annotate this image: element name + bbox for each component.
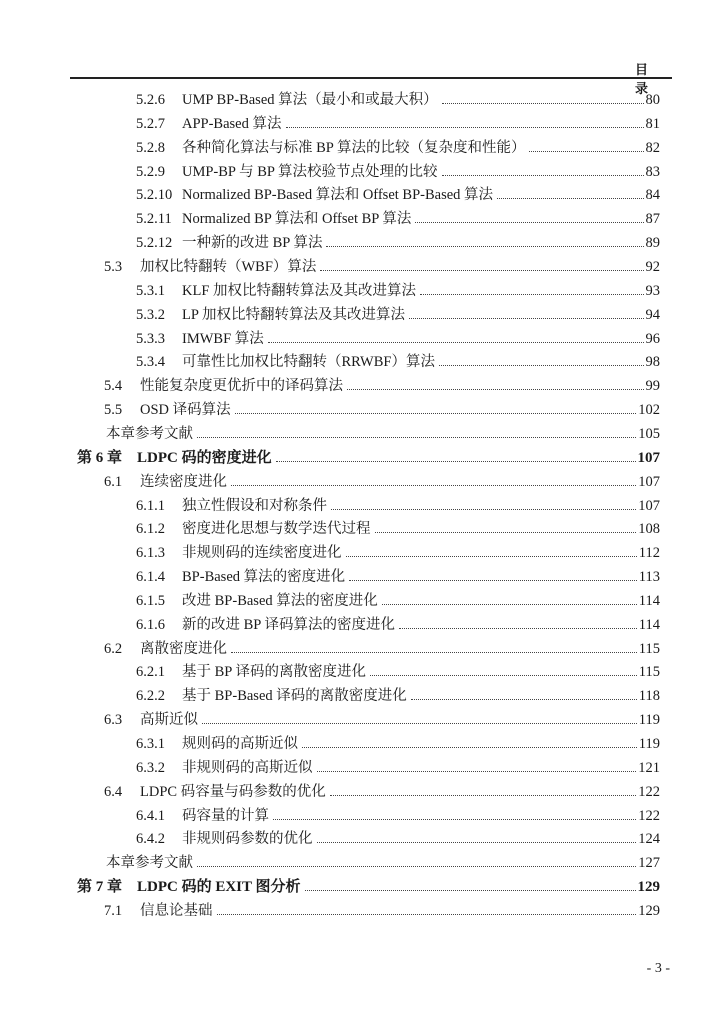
toc-entry-number: 6.1.1	[136, 497, 165, 514]
toc-entry-title: 规则码的高斯近似	[182, 736, 298, 752]
toc-entry-title: UMP BP-Based 算法（最小和或最大积）	[182, 92, 438, 108]
toc-entry-number: 5.2.11	[136, 211, 172, 228]
toc-entry-page: 107	[638, 473, 660, 490]
toc-entry-page: 83	[645, 163, 660, 180]
toc-entry-page: 94	[645, 306, 660, 323]
dot-leader	[370, 675, 637, 676]
toc-entry-title: Normalized BP 算法和 Offset BP 算法	[182, 211, 412, 228]
toc-subsection-entry	[136, 328, 660, 350]
dot-leader	[420, 294, 643, 295]
toc-entry-page: 122	[638, 783, 660, 800]
dot-leader	[286, 127, 644, 128]
toc-entry-number: 6.4.1	[136, 807, 165, 824]
toc-entry-title: 改进 BP-Based 算法的密度进化	[182, 592, 378, 609]
dot-leader	[375, 532, 637, 533]
toc-entry-title: 高斯近似	[140, 712, 198, 729]
toc-entry-title: 信息论基础	[140, 902, 213, 919]
toc-entry-title: 基于 BP-Based 译码的离散密度进化	[182, 688, 407, 705]
dot-leader	[442, 175, 644, 176]
toc-entry-number: 6.3	[104, 712, 123, 729]
toc-entry-title: BP-Based 算法的密度进化	[182, 569, 346, 585]
dot-leader	[411, 699, 637, 700]
toc-entry-page: 122	[638, 807, 660, 824]
toc-chapter-entry	[77, 876, 660, 898]
toc-entry-number: 5.3.1	[136, 282, 165, 299]
dot-leader	[276, 461, 636, 462]
dot-leader	[320, 270, 643, 271]
toc-entry-page: 112	[638, 545, 660, 562]
toc-entry-title: 各种简化算法与标准 BP 算法的比较（复杂度和性能）	[182, 139, 526, 156]
toc-entry-number: 5.3	[104, 259, 123, 275]
toc-entry-title: 非规则码的连续密度进化	[182, 545, 342, 562]
toc-entry-page: 119	[638, 712, 660, 729]
toc-entry-page: 119	[638, 736, 660, 752]
toc-subsection-entry	[136, 137, 660, 159]
dot-leader	[302, 747, 637, 748]
toc-entry-title: LDPC 码的 EXIT 图分析	[137, 879, 301, 896]
toc-entry-title: 可靠性比加权比特翻转（RRWBF）算法	[182, 354, 435, 371]
running-header-title: 目 录	[634, 62, 670, 96]
toc-subsection-entry	[136, 351, 660, 373]
dot-leader	[439, 365, 644, 366]
toc-subsection-entry	[136, 805, 660, 827]
toc-entry-number: 5.3.3	[136, 330, 165, 347]
toc-entry-number: 第 7 章	[77, 879, 123, 896]
toc-entry-number: 6.1.4	[136, 569, 165, 585]
toc-entry-page: 81	[645, 115, 660, 132]
toc-entry-number: 6.1.6	[136, 616, 165, 633]
toc-entry-page: 96	[645, 330, 660, 347]
toc-chapter-entry	[77, 447, 660, 469]
toc-entry-title: 新的改进 BP 译码算法的密度进化	[182, 616, 395, 633]
toc-entry-number: 第 6 章	[77, 449, 123, 466]
dot-leader	[317, 771, 637, 772]
toc-entry-number: 5.3.4	[136, 354, 165, 371]
toc-subsection-entry	[136, 495, 660, 517]
toc-entry-number: 7.1	[104, 902, 123, 919]
toc-entry-page: 129	[637, 879, 660, 896]
dot-leader	[273, 819, 636, 820]
toc-subsection-entry	[136, 590, 660, 612]
dot-leader	[415, 222, 643, 223]
dot-leader	[346, 556, 637, 557]
toc-entry-title: 离散密度进化	[140, 640, 227, 657]
toc-entry-title: 独立性假设和对称条件	[182, 497, 327, 514]
toc-subsection-entry	[136, 89, 660, 111]
toc-entry-title: 基于 BP 译码的离散密度进化	[182, 664, 366, 681]
toc-references-entry	[106, 423, 660, 445]
dot-leader	[235, 413, 637, 414]
toc-entry-page: 115	[638, 664, 660, 681]
dot-leader	[231, 652, 637, 653]
toc-entry-page: 84	[645, 187, 660, 204]
toc-entry-page: 105	[638, 425, 660, 442]
toc-subsection-entry	[136, 184, 660, 206]
toc-entry-title: 本章参考文献	[106, 855, 193, 872]
toc-entry-page: 89	[645, 235, 660, 252]
toc-subsection-entry	[136, 161, 660, 183]
toc-entry-number: 6.1.2	[136, 521, 165, 538]
toc-entry-page: 102	[638, 402, 660, 419]
toc-entry-page: 124	[638, 831, 660, 848]
dot-leader	[326, 246, 643, 247]
dot-leader	[399, 628, 637, 629]
toc-entry-number: 6.3.2	[136, 759, 165, 776]
toc-entry-title: KLF 加权比特翻转算法及其改进算法	[182, 282, 417, 299]
toc-section-entry	[104, 375, 660, 397]
toc-entry-page: 114	[638, 592, 660, 609]
toc-entry-title: 码容量的计算	[182, 807, 269, 824]
toc-entry-title: LDPC 码的密度进化	[137, 449, 272, 466]
dot-leader	[305, 890, 636, 891]
toc-entry-number: 6.1.3	[136, 545, 165, 562]
toc-section-entry	[104, 709, 660, 731]
toc-entry-page: 80	[645, 92, 660, 108]
toc-entry-page: 129	[638, 902, 660, 919]
toc-entry-page: 82	[645, 139, 660, 156]
dot-leader	[409, 318, 643, 319]
dot-leader	[330, 795, 637, 796]
toc-entry-number: 6.2.1	[136, 664, 165, 681]
toc-entry-number: 6.3.1	[136, 736, 165, 752]
toc-section-entry	[104, 256, 660, 278]
dot-leader	[197, 437, 636, 438]
toc-entry-number: 5.2.8	[136, 139, 165, 156]
toc-subsection-entry	[136, 685, 660, 707]
toc-entry-page: 114	[638, 616, 660, 633]
toc-entry-number: 5.2.7	[136, 115, 165, 132]
toc-subsection-entry	[136, 661, 660, 683]
toc-section-entry	[104, 781, 660, 803]
toc-entry-number: 6.4	[104, 783, 123, 800]
toc-entry-title: LP 加权比特翻转算法及其改进算法	[182, 306, 406, 323]
toc-entry-page: 108	[638, 521, 660, 538]
toc-entry-page: 107	[637, 449, 660, 466]
toc-entry-number: 6.2	[104, 640, 123, 657]
toc-entry-number: 5.2.9	[136, 163, 165, 180]
toc-entry-page: 127	[638, 855, 660, 872]
toc-entry-page: 93	[645, 282, 660, 299]
toc-subsection-entry	[136, 518, 660, 540]
toc-entry-title: 性能复杂度更优折中的译码算法	[140, 378, 343, 395]
dot-leader	[202, 723, 637, 724]
dot-leader	[231, 485, 636, 486]
dot-leader	[317, 842, 637, 843]
toc-entry-title: 密度进化思想与数学迭代过程	[182, 521, 371, 538]
toc-entry-title: OSD 译码算法	[140, 402, 231, 419]
dot-leader	[347, 389, 644, 390]
toc-entry-page: 107	[638, 497, 660, 514]
toc-entry-number: 5.2.12	[136, 235, 173, 252]
toc-entry-title: Normalized BP-Based 算法和 Offset BP-Based 算法	[182, 187, 494, 204]
toc-entry-page: 115	[638, 640, 660, 657]
toc-entry-number: 5.5	[104, 402, 123, 419]
toc-entry-number: 6.4.2	[136, 831, 165, 848]
dot-leader	[349, 580, 637, 581]
toc-subsection-entry	[136, 113, 660, 135]
toc-entry-number: 6.1	[104, 473, 123, 490]
toc-entry-page: 87	[645, 211, 660, 228]
toc-entry-number: 5.4	[104, 378, 123, 395]
page-number: - 3 -	[646, 961, 670, 976]
toc-subsection-entry	[136, 304, 660, 326]
toc-entry-title: 连续密度进化	[140, 473, 227, 490]
toc-entry-number: 6.2.2	[136, 688, 165, 705]
toc-subsection-entry	[136, 566, 660, 588]
toc-subsection-entry	[136, 614, 660, 636]
toc-entry-page: 92	[645, 259, 660, 275]
toc-entry-number: 5.2.10	[136, 187, 173, 204]
dot-leader	[497, 198, 643, 199]
toc-entry-title: 加权比特翻转（WBF）算法	[140, 259, 317, 275]
toc-entry-page: 98	[645, 354, 660, 371]
toc-subsection-entry	[136, 757, 660, 779]
toc-entry-page: 113	[638, 569, 660, 585]
dot-leader	[217, 914, 637, 915]
toc-section-entry	[104, 399, 660, 421]
dot-leader	[382, 604, 637, 605]
dot-leader	[197, 866, 636, 867]
toc-entry-title: IMWBF 算法	[182, 330, 264, 347]
dot-leader	[442, 103, 644, 104]
toc-subsection-entry	[136, 542, 660, 564]
toc-subsection-entry	[136, 208, 660, 230]
dot-leader	[268, 342, 644, 343]
toc-subsection-entry	[136, 232, 660, 254]
toc-entry-page: 121	[638, 759, 660, 776]
toc-entry-page: 99	[645, 378, 660, 395]
toc-section-entry	[104, 900, 660, 922]
toc-entry-number: 6.1.5	[136, 592, 165, 609]
toc-entry-title: LDPC 码容量与码参数的优化	[140, 783, 326, 800]
toc-section-entry	[104, 471, 660, 493]
toc-entry-title: 非规则码参数的优化	[182, 831, 313, 848]
toc-subsection-entry	[136, 733, 660, 755]
toc-entry-title: UMP-BP 与 BP 算法校验节点处理的比较	[182, 163, 438, 180]
toc-entry-title: APP-Based 算法	[182, 115, 282, 132]
dot-leader	[529, 151, 643, 152]
toc-entry-title: 一种新的改进 BP 算法	[182, 235, 323, 252]
toc-entry-title: 本章参考文献	[106, 425, 193, 442]
dot-leader	[331, 509, 636, 510]
toc-entry-number: 5.2.6	[136, 92, 165, 108]
toc-entry-title: 非规则码的高斯近似	[182, 759, 313, 776]
toc-subsection-entry	[136, 828, 660, 850]
toc-references-entry	[106, 852, 660, 874]
toc-entry-page: 118	[638, 688, 660, 705]
toc-entry-number: 5.3.2	[136, 306, 165, 323]
toc-subsection-entry	[136, 280, 660, 302]
toc-section-entry	[104, 638, 660, 660]
